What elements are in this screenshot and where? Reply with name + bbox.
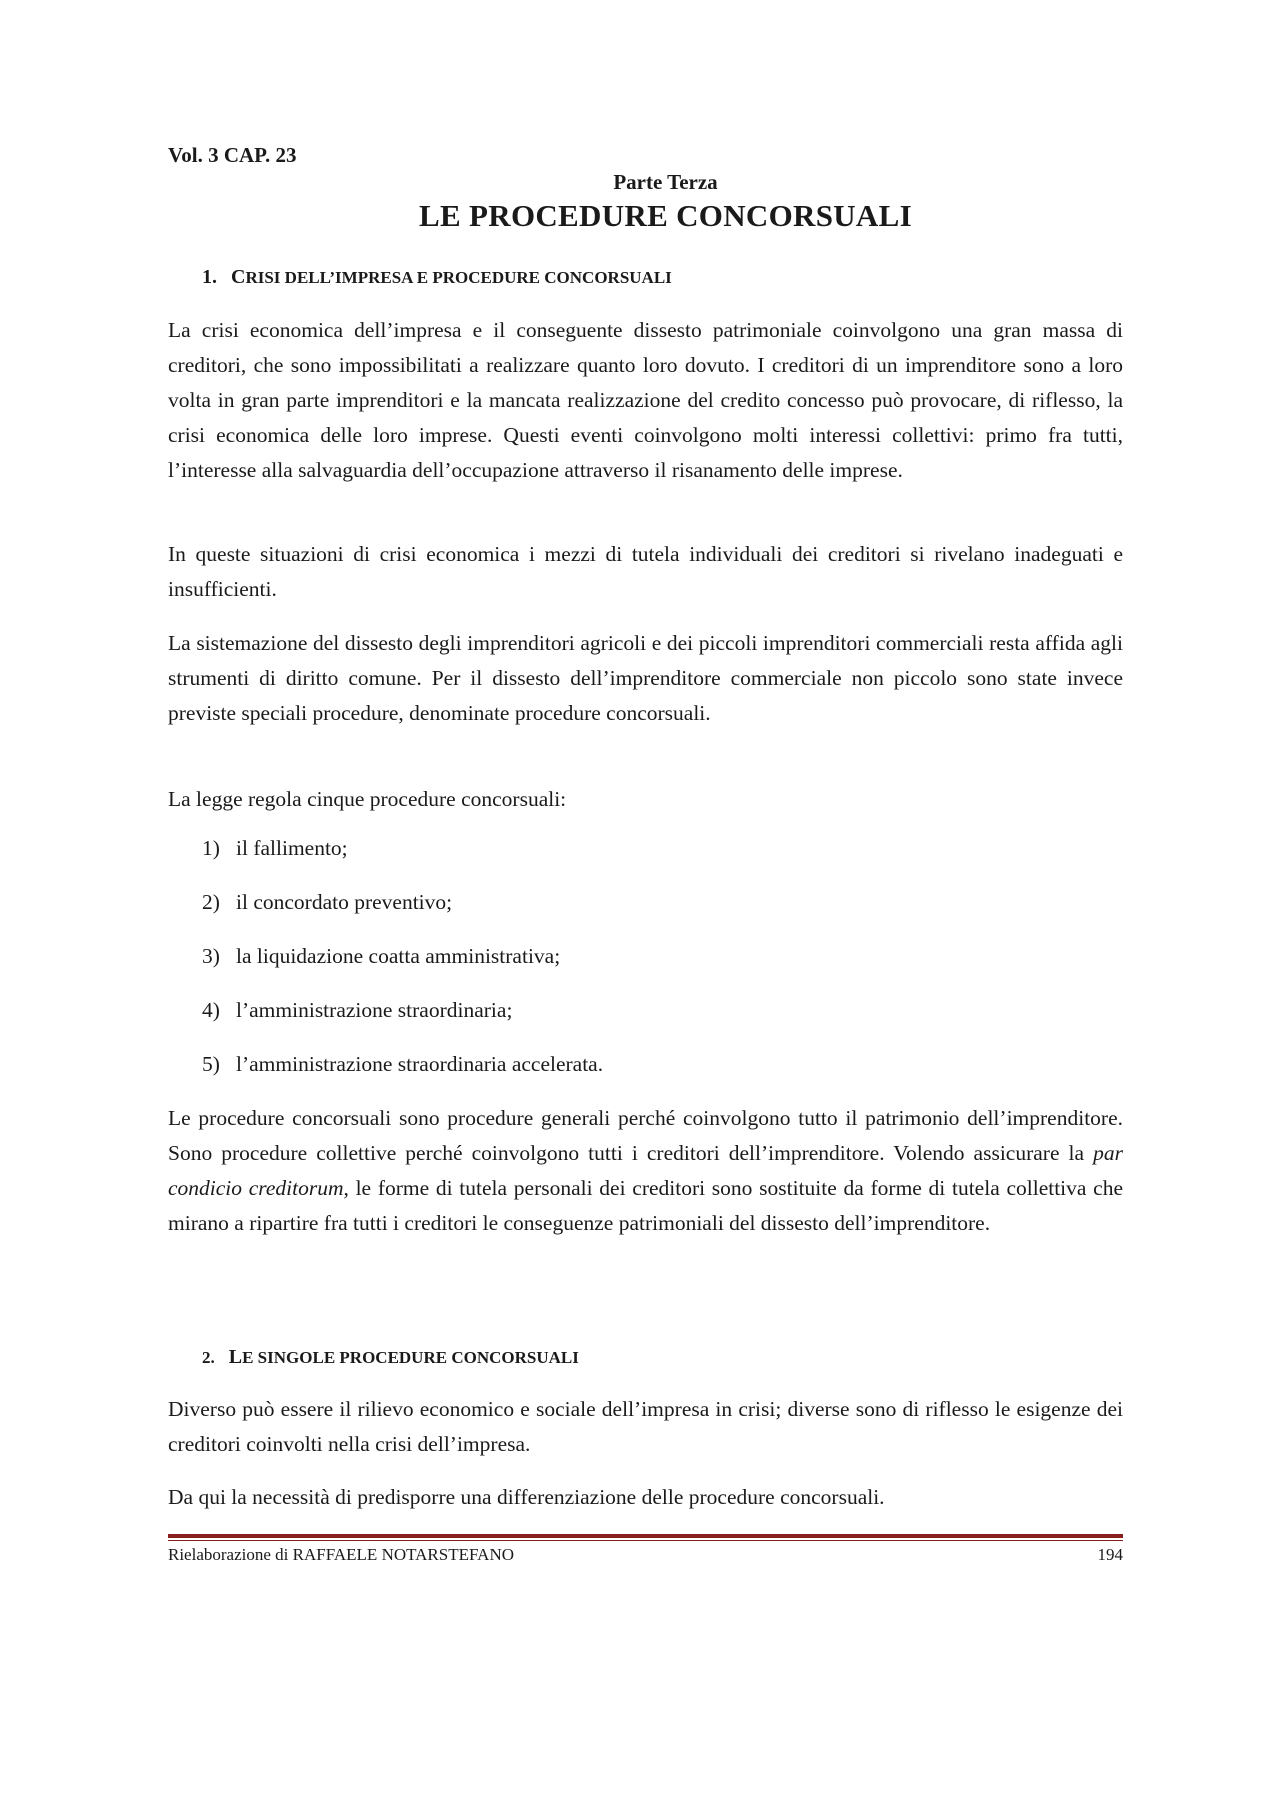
- section-1-heading: [202, 266, 672, 289]
- latin-phrase: par condicio creditorum: [168, 1141, 1123, 1200]
- list-item-number: 4): [202, 998, 220, 1022]
- list-item-number: 5): [202, 1052, 220, 1076]
- list-item-text: l’amministrazione straordinaria;: [236, 998, 513, 1022]
- list-item: [202, 998, 512, 1023]
- list-item-number: 2): [202, 890, 220, 914]
- section-2-number: 2.: [202, 1348, 215, 1367]
- section-1-paragraph-2: In queste situazioni di crisi economica i mezzi di tutela individuali dei creditori si rivelano inadeguati e insufficienti.: [168, 542, 1123, 601]
- section-2-title-rest: E SINGOLE PROCEDURE CONCORSUALI: [242, 1348, 579, 1367]
- list-item: [202, 1052, 603, 1077]
- list-item: [202, 836, 348, 861]
- section-2-paragraph-2: Da qui la necessità di predisporre una differenziazione delle procedure concorsuali.: [168, 1485, 885, 1509]
- section-2-paragraph-1: Diverso può essere il rilievo economico e sociale dell’impresa in crisi; diverse sono di riflesso le esigenze dei creditori coinvolti nella crisi dell’impresa.: [168, 1397, 1123, 1456]
- list-item-text: l’amministrazione straordinaria accelerata.: [236, 1052, 604, 1076]
- list-item: [202, 944, 560, 969]
- section-1-number: 1.: [202, 266, 217, 288]
- list-item-text: la liquidazione coatta amministrativa;: [236, 944, 561, 968]
- footer-rule: [168, 1534, 1123, 1538]
- section-1-title-initial: C: [231, 266, 246, 288]
- footer-rule-thin: [168, 1540, 1123, 1541]
- list-item: [202, 890, 452, 915]
- section-1-paragraph-5: [168, 1101, 1123, 1241]
- part-title: LE PROCEDURE CONCORSUALI: [419, 198, 912, 233]
- section-2-heading: [202, 1346, 579, 1369]
- paragraph-5-text-b: , le forme di tutela personali dei creditori sono sostituite da forme di tutela collettiva che mirano a ripartire fra tutti i creditori le conseguenze patrimoniali del dissesto dell’imprenditore.: [168, 1176, 1123, 1235]
- footer-author: Rielaborazione di RAFFAELE NOTARSTEFANO: [168, 1545, 515, 1564]
- list-item-number: 3): [202, 944, 220, 968]
- section-1-paragraph-4: La legge regola cinque procedure concorsuali:: [168, 787, 567, 811]
- list-item-text: il fallimento;: [236, 836, 348, 860]
- list-item-number: 1): [202, 836, 220, 860]
- section-1-title-rest: RISI DELL’IMPRESA E PROCEDURE CONCORSUALI: [245, 268, 672, 287]
- section-1-paragraph-3: La sistemazione del dissesto degli imprenditori agricoli e dei piccoli imprenditori commerciali resta affida agli strumenti di diritto comune. Per il dissesto dell’imprenditore commerciale non piccolo sono state invece previste speciali procedure, denominate procedure concorsuali.: [168, 631, 1123, 725]
- page-number: 194: [1097, 1545, 1123, 1564]
- part-subtitle: Parte Terza: [613, 170, 718, 194]
- section-2-title-initial: L: [228, 1346, 243, 1368]
- volume-label: Vol. 3 CAP. 23: [168, 143, 297, 167]
- paragraph-5-text-a: Le procedure concorsuali sono procedure generali perché coinvolgono tutto il patrimonio dell’imprenditore. Sono procedure collettive perché coinvolgono tutti i creditori dell’imprenditore. Volendo assicurare la: [168, 1106, 1123, 1165]
- section-1-paragraph-1: La crisi economica dell’impresa e il conseguente dissesto patrimoniale coinvolgono una gran massa di creditori, che sono impossibilitati a realizzare quanto loro dovuto. I creditori di un imprenditore sono a loro volta in gran parte imprenditori e la mancata realizzazione del credito concesso può provocare, di riflesso, la crisi economica delle loro imprese. Questi eventi coinvolgono molti interessi collettivi: primo fra tutti, l’interesse alla salvaguardia dell’occupazione attraverso il risanamento delle imprese.: [168, 318, 1123, 482]
- list-item-text: il concordato preventivo;: [236, 890, 453, 914]
